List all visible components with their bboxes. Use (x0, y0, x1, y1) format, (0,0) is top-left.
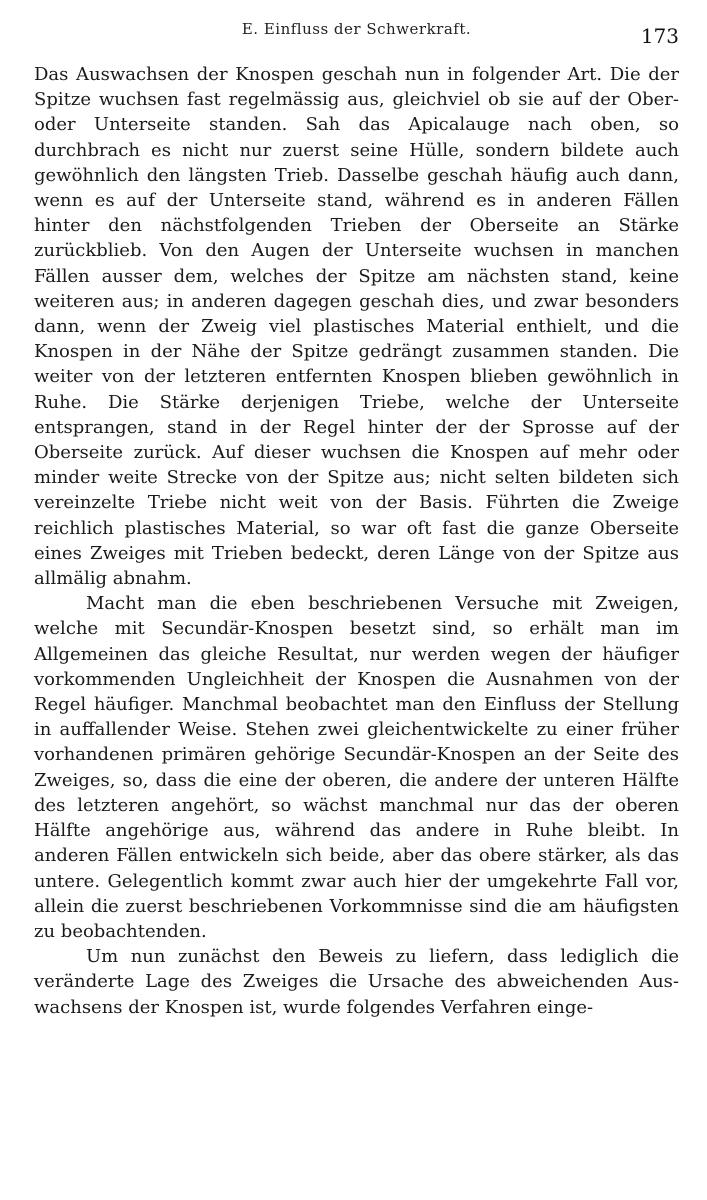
running-head: E. Einfluss der Schwerkraft. (241, 20, 472, 38)
paragraph-2: Macht man die eben beschriebenen Versuche mit Zweigen, welche mit Secundär-Knospen besetzt sind, so erhält man im Allgemeinen das gleiche Resultat, nur werden wegen der häufiger vorkommenden Ungleichheit der Knospen die Ausnahmen von der Regel häufiger. Manchmal beobachtet man den Einfluss der Stellung in auffallender Weise. Stehen zwei gleichentwickelte zu einer früher vorhandenen primären gehörige Secundär-Knospen an der Seite des Zweiges, so, dass die eine der oberen, die andere der unteren Hälfte des letzteren angehört, so wächst manchmal nur das der oberen Hälfte angehörige aus, während das andere in Ruhe bleibt. In anderen Fällen entwickeln sich beide, aber das obere stärker, als das untere. Gelegentlich kommt zwar auch hier der umgekehrte Fall vor, allein die zuerst beschriebenen Vorkommnisse sind die am häufigsten zu beobachtenden. (34, 593, 679, 942)
paragraph-1: Das Auswachsen der Knospen geschah nun in folgender Art. Die der Spitze wuchsen fast regelmässig aus, gleichviel ob sie auf der Ober- oder Unterseite standen. Sah das Apicalauge nach oben, so durchbrach es nicht nur zuerst seine Hülle, sondern bildete auch gewöhnlich den längsten Trieb. Dasselbe geschah häufig auch dann, wenn es auf der Unterseite stand, während es in anderen Fällen hinter den nächstfolgenden Trieben der Oberseite an Stärke zurückblieb. Von den Augen der Unterseite wuchsen in manchen Fällen ausser dem, welches der Spitze am nächsten stand, keine weiteren aus; in anderen dagegen geschah dies, und zwar besonders dann, wenn der Zweig viel plastisches Material enthielt, und die Knospen in der Nähe der Spitze gedrängt zusammen standen. Die weiter von der letzteren entfernten Knospen blieben gewöhnlich in Ruhe. Die Stärke derjenigen Triebe, welche der Unterseite entsprangen, stand in der Regel hinter der der Sprosse auf der Oberseite zurück. Auf dieser wuchsen die Knospen auf mehr oder minder weite Strecke von der Spitze aus; nicht selten bildeten sich vereinzelte Triebe nicht weit von der Basis. Führten die Zweige reichlich plastisches Material, so war oft fast die ganze Oberseite eines Zweiges mit Trieben bedeckt, deren Länge von der Spitze aus allmälig abnahm. (34, 64, 679, 590)
page-number: 173 (640, 24, 679, 48)
body-text (34, 62, 679, 1020)
page-header (34, 14, 679, 50)
paragraph-3: Um nun zunächst den Beweis zu liefern, dass lediglich die veränderte Lage des Zweiges die Ursache des abweichenden Auswachsens der Knospen ist, wurde folgendes Verfahren einge- (34, 946, 679, 1018)
